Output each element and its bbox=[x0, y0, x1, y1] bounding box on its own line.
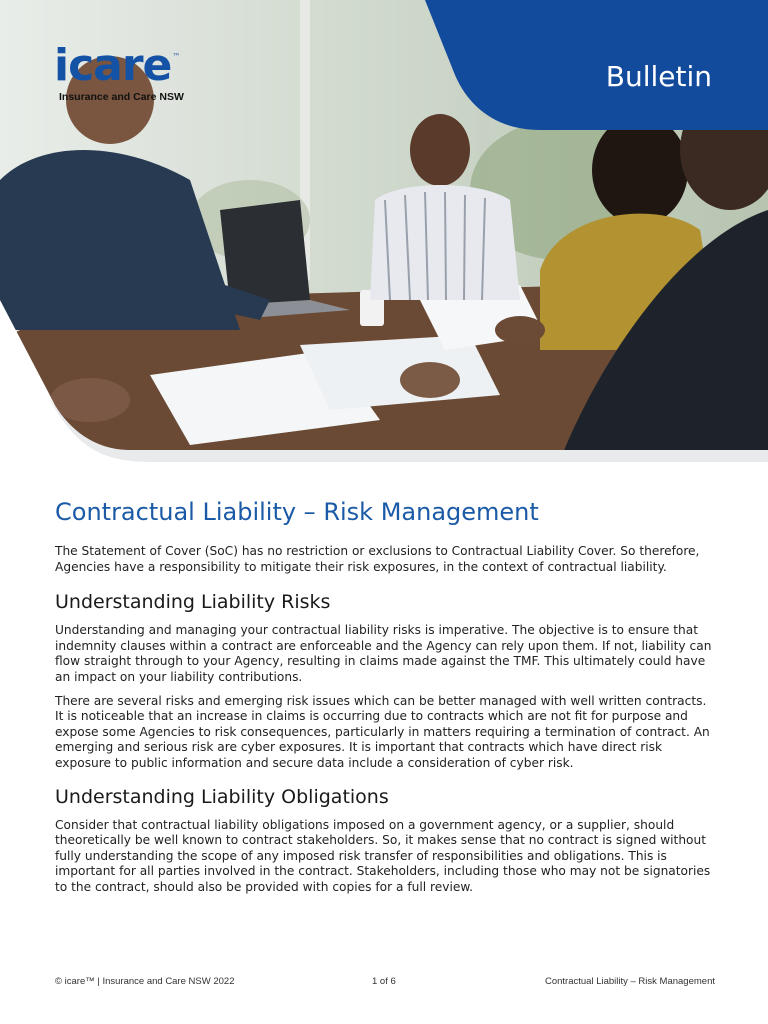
risks-paragraph-1: Understanding and managing your contractual liability risks is imperative. The objective is to ensure that indemnity clauses within a contract are enforceable and the Agency can rely upon them. If not, liability can flow straight through to your Agency, resulting in claims made against the TMF. This ultimately could have an impact on your liability contributions. bbox=[55, 623, 712, 684]
footer-document-name: Contractual Liability – Risk Management bbox=[544, 976, 715, 987]
intro-paragraph: The Statement of Cover (SoC) has no restriction or exclusions to Contractual Liability Cover. So therefore, Agencies have a responsibility to mitigate their risk exposures, in the context of contractual liability. bbox=[55, 544, 700, 574]
document-body bbox=[55, 498, 715, 904]
footer-copyright: © icare™ | Insurance and Care NSW 2022 bbox=[55, 976, 235, 987]
section-heading-obligations: Understanding Liability Obligations bbox=[55, 785, 389, 808]
logo-subtitle: Insurance and Care NSW bbox=[59, 91, 184, 103]
obligations-paragraph-1: Consider that contractual liability obligations imposed on a government agency, or a supplier, should theoretically be well known to contract stakeholders. So, it makes sense that no contract is signed without fully understanding the scope of any imposed risk transfer of responsibilities and obligations. This is important for all parties involved in the contract. Stakeholders, including those who may not be signatories to the contract, should also be provided with copies for a full review. bbox=[55, 817, 711, 894]
icare-logo bbox=[54, 40, 184, 103]
section-heading-risks: Understanding Liability Risks bbox=[55, 591, 331, 614]
risks-paragraph-2: There are several risks and emerging risk issues which can be better managed with well written contracts. It is noticeable that an increase in claims is occurring due to contracts which are not fit for purpose and expose some Agencies to risk consequences, particularly in matters requiring a termination of contract. An emerging and serious risk are cyber exposures. It is important that contracts which have direct risk exposure to public information and secure data include a consideration of cyber risk. bbox=[55, 693, 710, 770]
page-footer bbox=[55, 976, 715, 990]
document-title: Contractual Liability – Risk Management bbox=[55, 498, 539, 526]
logo-wordmark: icare bbox=[54, 40, 172, 91]
hero-banner bbox=[0, 0, 768, 470]
logo-trademark: ™ bbox=[172, 52, 181, 61]
footer-page-number: 1 of 6 bbox=[372, 976, 396, 987]
document-type-label: Bulletin bbox=[605, 60, 712, 93]
